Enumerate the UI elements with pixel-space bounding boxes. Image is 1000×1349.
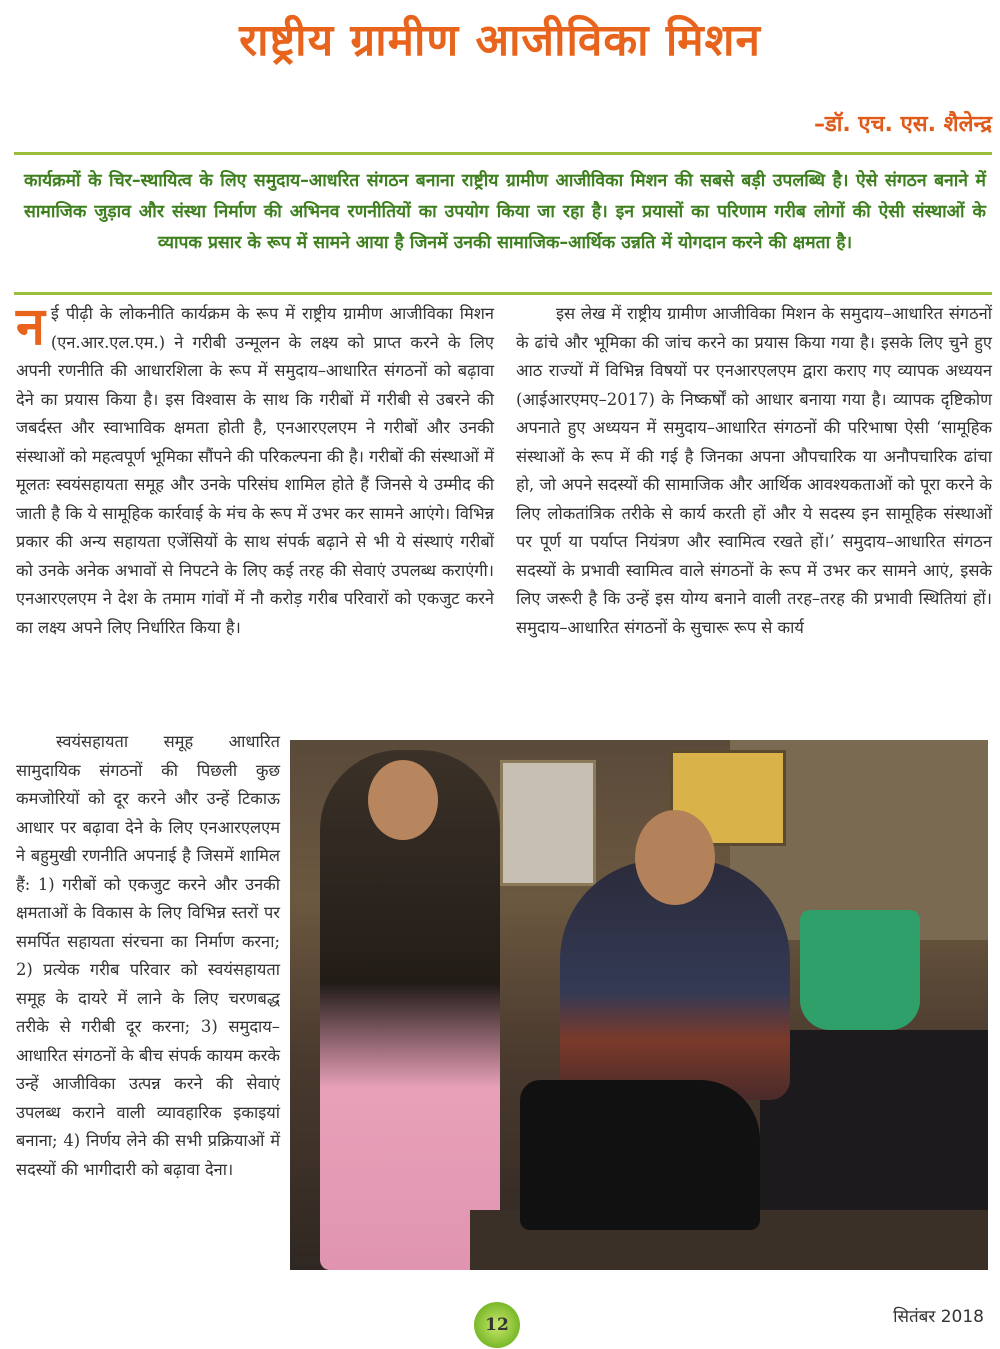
- abstract-top-rule: [14, 152, 992, 155]
- issue-date: सितंबर 2018: [893, 1307, 984, 1327]
- photo-standing-woman-face: [368, 760, 438, 840]
- body-column-left-bottom: [16, 728, 280, 1184]
- paragraph-intro: ई पीढ़ी के लोकनीति कार्यक्रम के रूप में राष्ट्रीय ग्रामीण आजीविका मिशन (एन.आर.एल.एम.) ने गरीबी उन्मूलन के लक्ष्य को प्राप्त करने के लिए अपनी रणनीति की आधारशिला के रूप में समुदाय–आधारित संगठनों को बढ़ावा देने का प्रयास किया है। इस विश्वास के साथ कि गरीबों में गरीबी से उबरने की जबर्दस्त और स्वाभाविक क्षमता होती है, एनआरएलएम ने गरीबों और उनकी संस्थाओं को महत्वपूर्ण भूमिका सौंपने की परिकल्पना की है। गरीबों की संस्थाओं में मूलतः स्वयंसहायता समूह और उनके परिसंघ शामिल होते हैं जिनसे ये उम्मीद की जाती है कि ये सामूहिक कार्रवाई के मंच के रूप में उभर कर सामने आएंगे। विभिन्न प्रकार की अन्य सहायता एजेंसियों के साथ संपर्क बढ़ाने से भी ये संस्थाएं गरीबों को उनके अनेक अभावों से निपटने के लिए कई तरह की सेवाएं उपलब्ध कराएंगी। एनआरएलएम ने देश के तमाम गांवों में नौ करोड़ गरीब परिवारों को एकजुट करने का लक्ष्य अपने लिए निर्धारित किया है।: [16, 304, 494, 637]
- paragraph-strategy: स्वयंसहायता समूह आधारित सामुदायिक संगठनों की पिछली कुछ कमजोरियों को दूर करने और उन्हें टिकाऊ आधार पर बढ़ावा देने के लिए एनआरएलएम ने बहुमुखी रणनीति अपनाई है जिसमें शामिल हैं: 1) गरीबों को एकजुट करने और उनकी क्षमताओं के विकास के लिए विभिन्न स्तरों पर समर्पित सहायता संरचना का निर्माण करना; 2) प्रत्येक गरीब परिवार को स्वयंसहायता समूह के दायरे में लाने के लिए चरणबद्ध तरीके से गरीबी दूर करना; 3) समुदाय–आधारित संगठनों के बीच संपर्क कायम करके उन्हें आजीविका उत्पन्न करने की सेवाएं उपलब्ध कराने वाली व्यावहारिक इकाइयां बनाना; 4) निर्णय लेने की सभी प्रक्रियाओं में सदस्यों की भागीदारी को बढ़ावा देना।: [16, 732, 280, 1179]
- photo-cloth: [760, 1030, 988, 1210]
- photo-sewing-machine: [520, 1080, 760, 1230]
- drop-cap: न: [16, 297, 45, 357]
- photo-bucket: [800, 910, 920, 1030]
- article-title: राष्ट्रीय ग्रामीण आजीविका मिशन: [239, 15, 761, 66]
- abstract-text: कार्यक्रमों के चिर–स्थायित्व के लिए समुदाय–आधरित संगठन बनाना राष्ट्रीय ग्रामीण आजीविका मिशन की सबसे बड़ी उपलब्धि है। ऐसे संगठन बनाने में सामाजिक जुड़ाव और संस्था निर्माण की अभिनव रणनीतियों का उपयोग किया जा रहा है। इन प्रयासों का परिणाम गरीब लोगों की ऐसी संस्थाओं के व्यापक प्रसार के रूप में सामने आया है जिनमें उनकी सामाजिक–आर्थिक उन्नति में योगदान करने की क्षमता है।: [24, 171, 986, 253]
- photo-frame: [500, 760, 596, 886]
- body-column-right-top: [516, 300, 992, 642]
- author-byline: –डॉ. एच. एस. शैलेन्द्र: [813, 112, 992, 137]
- paragraph-study: इस लेख में राष्ट्रीय ग्रामीण आजीविका मिशन के समुदाय–आधारित संगठनों के ढांचे और भूमिका की जांच करने का प्रयास किया गया है। इसके लिए चुने हुए आठ राज्यों में विभिन्न विषयों पर एनआरएलएम द्वारा कराए गए व्यापक अध्ययन (आईआरएमए–2017) के निष्कर्षों को आधार बनाया गया है। व्यापक दृष्टिकोण अपनाते हुए अध्ययन में समुदाय–आधारित संगठनों की परिभाषा ऐसी ‘सामूहिक संस्थाओं के रूप में की गई है जिनका अपना औपचारिक या अनौपचारिक ढांचा हो, जो अपने सदस्यों की सामाजिक और आर्थिक आवश्यकताओं को पूरा करने के लिए लोकतांत्रिक तरीके से कार्य करती हों और ये सदस्य इन सामूहिक संस्थाओं पर पूर्ण या पर्याप्त नियंत्रण और स्वामित्व रखते हों।’ समुदाय–आधारित संगठन सदस्यों के प्रभावी स्वामित्व वाले संगठनों के रूप में उभर कर सामने आएं, इसके लिए जरूरी है कि उन्हें इस योग्य बनाने वाली तरह–तरह की प्रभावी स्थितियां हों। समुदाय–आधारित संगठनों के सुचारू रूप से कार्य: [516, 304, 992, 637]
- article-photo: [290, 740, 988, 1270]
- photo-seated-woman-face: [635, 810, 715, 905]
- page-number-badge: 12: [474, 1302, 520, 1348]
- abstract-bottom-rule: [14, 292, 992, 295]
- body-column-left-top: [16, 297, 494, 642]
